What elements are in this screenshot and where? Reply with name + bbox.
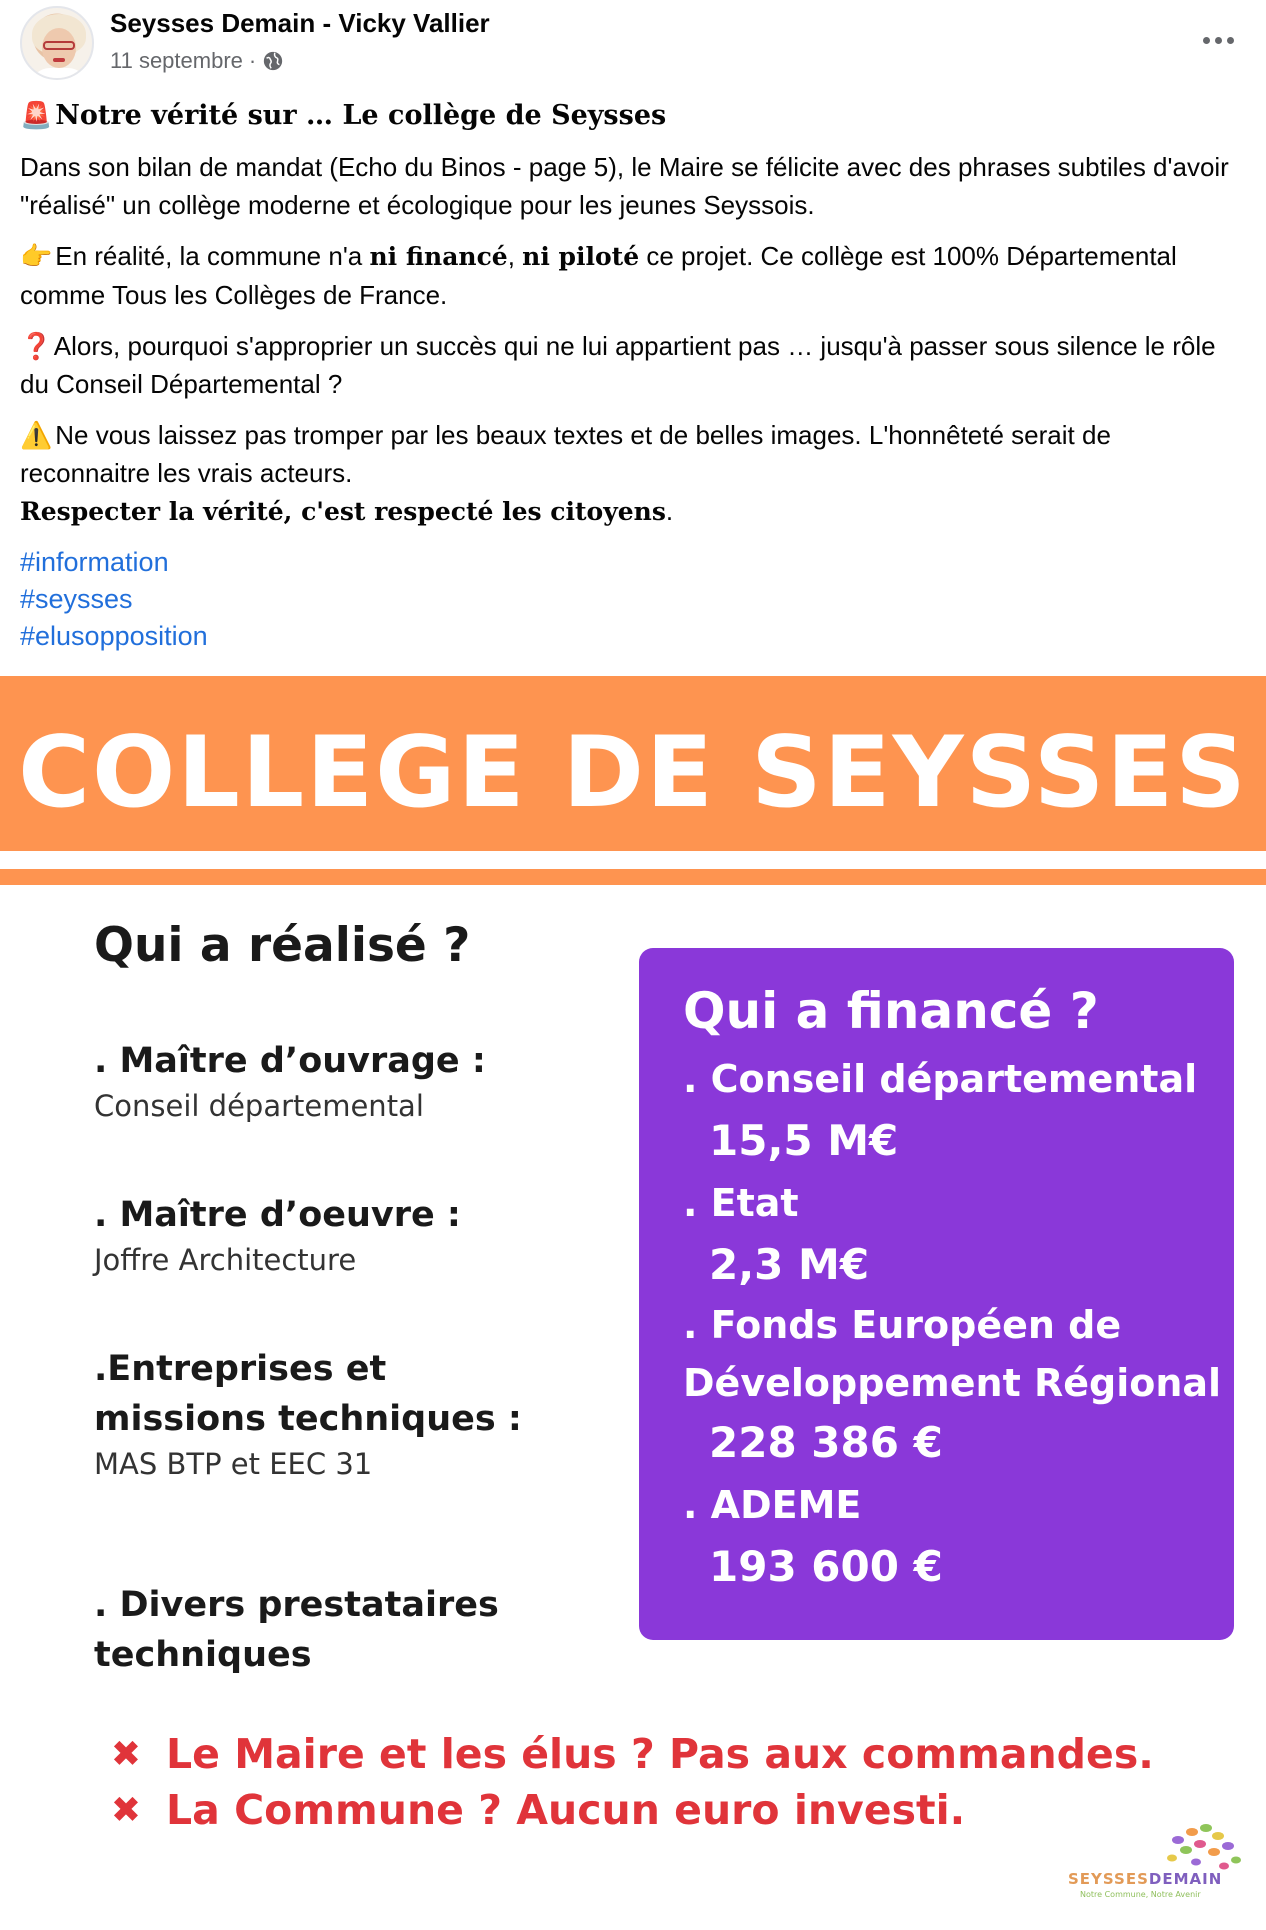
paragraph-4: ⚠️ Ne vous laissez pas tromper par les beaux textes et de belles images. L'honnêteté serait de reconnaitre les vrais acteurs. [20, 416, 1246, 492]
funder-amount: 193 600 € [709, 1542, 943, 1591]
negation-line: ✖ Le Maire et les élus ? Pas aux commandes. [108, 1730, 1154, 1778]
paragraph-1: Dans son bilan de mandat (Echo du Binos - page 5), le Maire se félicite avec des phrases subtiles d'avoir "réalisé" un collège moderne et écologique pour les jeunes Seyssois. [20, 152, 1229, 220]
hashtag-link[interactable]: #information [20, 547, 169, 577]
paragraph-2: 👉 En réalité, la commune n'a ni financé, ni piloté ce projet. Ce collège est 100% Départemental comme Tous les Collèges de France. [20, 237, 1246, 314]
funder-amount: 228 386 € [709, 1418, 943, 1467]
warning-icon: ⚠️ [20, 420, 53, 450]
pointing-hand-icon: 👉 [20, 241, 53, 271]
bold-ni-finance: ni financé [369, 242, 508, 271]
author-avatar[interactable] [20, 6, 94, 80]
post-title-line [20, 96, 1246, 135]
paragraph-5: Respecter la vérité, c'est respecté les citoyens. [20, 496, 674, 526]
role-block: . Maître d’oeuvre : Joffre Architecture [94, 1195, 461, 1277]
banner-stripe [0, 869, 1266, 885]
funding-content [683, 976, 1223, 1598]
funder-amount: 2,3 M€ [709, 1240, 870, 1289]
cross-icon: ✖ [110, 1733, 142, 1775]
hashtag-list [20, 544, 1246, 655]
funder-label: . ADEME [683, 1483, 862, 1527]
role-block: . Divers prestataires techniques [94, 1585, 499, 1675]
cross-icon: ✖ [110, 1789, 142, 1831]
siren-icon: 🚨 [20, 100, 53, 130]
funder-amount: 15,5 M€ [709, 1116, 899, 1165]
logo-text: SEYSSESDEMAIN [1068, 1870, 1223, 1888]
question-mark-icon: ❓ [20, 331, 53, 361]
meta-separator: · [248, 48, 257, 73]
seysses-demain-logo [1068, 1818, 1248, 1926]
funder-label: . Etat [683, 1181, 799, 1225]
paragraph-3: ❓ Alors, pourquoi s'approprier un succès qui ne lui appartient pas … jusqu'à passer sous silence le rôle du Conseil Départemental ? [20, 327, 1246, 403]
funder-label: . Fonds Européen de Développement Régional [683, 1303, 1222, 1405]
tree-icon [1068, 1818, 1248, 1878]
globe-icon[interactable] [262, 50, 284, 72]
logo-tagline: Notre Commune, Notre Avenir [1080, 1890, 1201, 1899]
post-title: Notre vérité sur … Le collège de Seysses [55, 100, 667, 131]
post-body [20, 96, 1246, 655]
author-name[interactable]: Seysses Demain - Vicky Vallier [110, 8, 490, 38]
hashtag-link[interactable]: #elusopposition [20, 621, 208, 651]
funder-label: . Conseil départemental [683, 1057, 1198, 1101]
post-image[interactable] [0, 676, 1266, 1930]
negation-line: ✖ La Commune ? Aucun euro investi. [108, 1786, 965, 1834]
image-banner [0, 676, 1266, 851]
post-header [0, 0, 1266, 90]
banner-title: COLLEGE DE SEYSSES [18, 716, 1248, 830]
post-date[interactable]: 11 septembre [110, 48, 243, 73]
bold-ni-pilote: ni piloté [522, 242, 640, 271]
funding-box [639, 948, 1234, 1640]
role-block: .Entreprises et missions techniques : MAS BTP et EEC 31 [94, 1349, 522, 1481]
post-meta [110, 48, 284, 74]
who-built-heading: Qui a réalisé ? [94, 918, 471, 973]
hashtag-link[interactable]: #seysses [20, 584, 133, 614]
role-block: . Maître d’ouvrage : Conseil départemental [94, 1041, 486, 1123]
who-funded-heading: Qui a financé ? [683, 982, 1099, 1040]
more-options-icon[interactable] [1196, 22, 1240, 58]
